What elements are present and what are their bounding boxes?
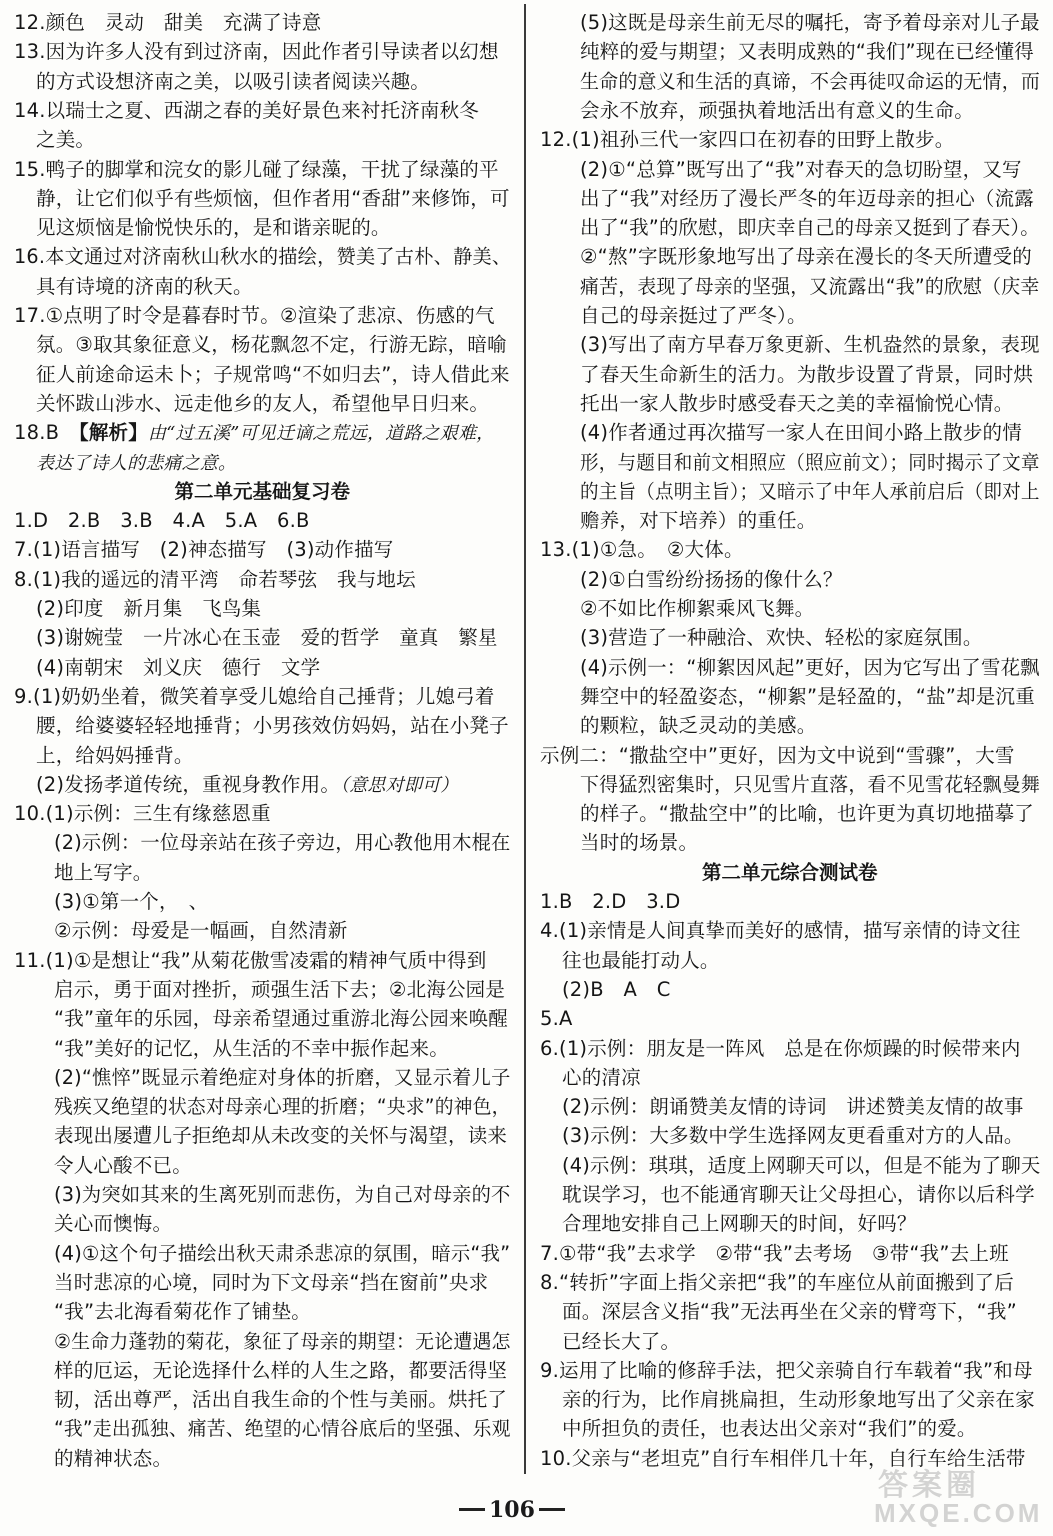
answer-line (580, 213, 1040, 242)
answer-text: (4)示例一：“柳絮因风起”更好，因为它写出了雪花飘 (580, 655, 1040, 679)
answer-line (54, 1004, 508, 1033)
answer-line (54, 887, 208, 916)
answer-text: (2)①“总算”既写出了“我”对春天的急切盼望，又写 (580, 157, 1022, 181)
answer-text: 17.①点明了时令是暮春时节。②渲染了悲凉、伤感的气 (14, 304, 495, 327)
answer-text: 出了“我”的欣慰，即庆幸自己的母亲又挺到了春天）。 (580, 216, 1040, 240)
answer-text: 下得猛烈密集时，只见雪片直落，看不见雪花轻飘曼舞 (580, 772, 1041, 796)
answer-text: (4)示例：琪琪，适度上网聊天可以，但是不能为了聊天 (562, 1153, 1041, 1177)
answer-line (54, 916, 347, 945)
answer-text: 心的清凉 (562, 1065, 641, 1089)
answer-text: (3)谢婉莹 一片冰心在玉壶 爱的哲学 童真 繁星 (36, 626, 498, 650)
answer-line (14, 799, 271, 828)
answer-line (54, 1268, 488, 1297)
answer-line (580, 184, 1034, 213)
answer-text: 当时悲凉的心境，同时为下文母亲“挡在窗前”央求 (54, 1270, 489, 1294)
analysis-note: 表达了诗人的悲痛之意。 (36, 452, 237, 474)
answer-line (540, 1356, 1033, 1385)
answer-line (36, 770, 458, 800)
answer-line (54, 1297, 311, 1326)
answer-line (580, 96, 974, 125)
answer-text: 10.(1)示例：三生有缘慈恩重 (14, 802, 271, 826)
answer-line (14, 155, 499, 184)
answer-text: 亲的行为，比作肩挑扁担，生动形象地写出了父亲在家 (562, 1388, 1035, 1412)
answer-text: 自己的母亲挺过了严冬）。 (580, 304, 807, 327)
answer-line (14, 242, 511, 271)
answer-line (14, 8, 321, 37)
answer-text: “我”走出孤独、痛苦、绝望的心情谷底后的坚强、乐观 (54, 1417, 511, 1441)
answer-line (14, 565, 416, 594)
answer-line (580, 477, 1040, 506)
answer-line (54, 1444, 172, 1473)
answer-text: 1.D 2.B 3.B 4.A 5.A 6.B (14, 509, 310, 533)
answer-line (562, 1151, 1040, 1180)
answer-line (580, 389, 1013, 418)
answer-text: (4)①这个句子描绘出秋天肃杀悲凉的氛围，暗示“我” (54, 1241, 511, 1265)
answer-text: ②“熬”字既形象地写出了母亲在漫长的冬天所遭受的 (580, 245, 1032, 269)
answer-line (54, 1356, 507, 1385)
answer-text: 7.①带“我”去求学 ②带“我”去考场 ③带“我”去上班 (540, 1241, 1009, 1265)
answer-line (580, 301, 807, 330)
answer-line (580, 67, 1040, 96)
answer-text: 的精神状态。 (54, 1446, 173, 1470)
answer-text: 14.以瑞士之夏、西湖之春的美好景色来衬托济南秋冬 (14, 98, 480, 122)
answer-text: 8.“转折”字面上指父亲把“我”的车座位从前面搬到了后 (540, 1270, 1014, 1294)
answer-line (540, 1004, 573, 1033)
page-number: 106 (489, 1497, 535, 1523)
answer-line (14, 682, 495, 711)
answer-text: ②生命力蓬勃的菊花，象征了母亲的期望：无论遭遇怎 (54, 1329, 511, 1353)
answer-line (36, 594, 261, 623)
answer-line (54, 858, 153, 887)
answer-line (580, 653, 1040, 682)
answer-text: 静，让它们似乎有些烦恼，但作者用“香甜”来修饰，可 (36, 186, 510, 210)
answer-text: (2)“憔悴”既显示着绝症对身体的折磨，又显示着儿子 (54, 1065, 511, 1089)
answer-text: “我”去北海看菊花作了铺垫。 (54, 1300, 312, 1324)
answer-text: 氛。③取其象征意义，杨花飘忽不定，行游无踪，暗喻 (36, 333, 507, 357)
answer-line (540, 916, 1021, 945)
answer-text: 之美。 (36, 128, 96, 152)
answer-text: 9.(1)奶奶坐着，微笑着享受儿媳给自己捶背；儿媳弓着 (14, 684, 495, 708)
answer-line (562, 1327, 680, 1356)
answer-text: 样的厄运，无论选择什么样的人生之路，都要活得坚 (54, 1358, 508, 1382)
answer-line (562, 1414, 977, 1443)
answer-line (580, 272, 1040, 301)
answer-text: (2)印度 新月集 飞鸟集 (36, 597, 262, 620)
answer-line (14, 506, 310, 535)
answer-text: 赡养，对下培养）的重任。 (580, 509, 817, 533)
answer-line (580, 155, 1022, 184)
answer-line (580, 623, 983, 652)
answer-text: 11.(1)①是想让“我”从菊花傲雪凌霜的精神气质中得到 (14, 948, 487, 972)
answer-line (36, 330, 507, 359)
answer-line (580, 682, 1035, 711)
answer-line (36, 213, 391, 242)
answer-line (580, 711, 816, 740)
answer-text: 舞空中的轻盈姿态，“柳絮”是轻盈的，“盐”却是沉重 (580, 684, 1035, 708)
answer-line (580, 418, 1022, 447)
answer-line (580, 330, 1040, 359)
answer-line (562, 1297, 1017, 1326)
analysis-note: （意思对即可） (340, 774, 459, 796)
answer-line (54, 1209, 172, 1238)
answer-text: (4)作者通过再次描写一家人在田间小路上散步的情 (580, 421, 1022, 445)
answer-text: (3)营造了一种融洽、欢快、轻松的家庭氛围。 (580, 626, 983, 650)
answer-line (562, 1063, 641, 1092)
answer-text: 13.因为许多人没有到过济南，因此作者引导读者以幻想 (14, 40, 499, 64)
answer-line (540, 741, 1015, 770)
section-heading: 第二单元综合测试卷 (702, 860, 878, 884)
answer-line (36, 711, 509, 740)
section-heading: 第二单元基础复习卷 (174, 479, 351, 503)
answer-line (540, 535, 744, 564)
answer-line (54, 1151, 192, 1180)
answer-text: 残疾又绝望的状态对母亲心理的折磨；“央求”的神色， (54, 1095, 511, 1119)
answer-line (540, 1268, 1014, 1297)
answer-text: (3)示例：大多数中学生选择网友更看重对方的人品。 (562, 1124, 1024, 1148)
answer-line (540, 125, 954, 154)
answer-text: (3)①第一个， 、 (54, 890, 209, 913)
answer-line (54, 1414, 511, 1443)
answer-line (36, 67, 430, 96)
answer-line (14, 418, 494, 448)
answer-text: 见这烦恼是愉悦快乐的，是和谐亲昵的。 (36, 216, 391, 240)
answer-line (54, 1034, 449, 1063)
answer-line (580, 565, 843, 594)
answer-line (580, 242, 1032, 271)
answer-line (580, 828, 698, 857)
answer-line (540, 887, 680, 916)
answer-line (54, 1327, 511, 1356)
answer-text: 合理地安排自己上网聊天的时间，好吗？ (562, 1212, 917, 1236)
answer-text: 腰，给婆婆轻轻地捶背；小男孩效仿妈妈，站在小凳子 (36, 714, 509, 738)
analysis-note: 由“过五溪”可见迁谪之荒远，道路之艰难， (147, 423, 495, 445)
answer-text: 往也最能打动人。 (562, 948, 720, 972)
answer-text: 启示，勇于面对挫折，顽强生活下去；②北海公园是 (54, 977, 506, 1001)
answer-line (54, 1385, 507, 1414)
answer-text: 托出一家人散步时感受春天之美的幸福愉悦心情。 (580, 391, 1014, 415)
answer-line (54, 1121, 507, 1150)
answer-text: 出了“我”对经历了漫长严冬的年迈母亲的担心（流露 (580, 186, 1035, 210)
watermark-url: MXQE.COM (874, 1498, 1043, 1528)
answer-text: (2)①白雪纷纷扬扬的像什么？ (580, 567, 843, 591)
answer-text: 了春天生命新生的活力。为散步设置了背景，同时烘 (580, 362, 1034, 386)
answer-text: 地上写字。 (54, 860, 153, 884)
answer-text: 韧，活出尊严，活出自我生命的个性与美丽。烘托了 (54, 1388, 508, 1412)
watermark-text: 答案圈 (878, 1468, 980, 1503)
column-divider (524, 4, 526, 1474)
answer-line (54, 1180, 511, 1209)
answer-text: “我”美好的记忆，从生活的不幸中振作起来。 (54, 1036, 449, 1060)
answer-line (580, 448, 1040, 477)
answer-text: 4.(1)亲情是人间真挚而美好的感情，描写亲情的诗文往 (540, 919, 1021, 943)
answer-line (580, 506, 816, 535)
answer-text: 的方式设想济南之美，以吸引读者阅读兴趣。 (36, 69, 431, 93)
answer-text: 纯粹的爱与期望；又表明成熟的“我们”现在已经懂得 (580, 40, 1035, 64)
answer-line (540, 1239, 1009, 1268)
answer-text: 18.B (14, 421, 79, 445)
answer-text: 的样子。“撒盐空中”的比喻，也许更为真切地描摹了 (580, 802, 1035, 826)
answer-line (54, 828, 511, 857)
answer-text: 6.(1)示例：朋友是一阵风 总是在你烦躁的时候带来内 (540, 1036, 1021, 1060)
answer-line (580, 8, 1040, 37)
answer-line (36, 448, 236, 478)
answer-line (36, 389, 489, 418)
answer-text: 已经长大了。 (562, 1329, 681, 1353)
answer-line (36, 184, 510, 213)
answer-line (562, 1121, 1024, 1150)
answer-line (14, 301, 495, 330)
answer-text: 征人前途命运未卜；子规常鸣“不如归去”，诗人借此来 (36, 362, 510, 386)
answer-text: 痛苦，表现了母亲的坚强，又流露出“我”的欣慰（庆幸 (580, 274, 1040, 298)
answer-line (562, 1385, 1035, 1414)
answer-line (36, 125, 95, 154)
answer-line (54, 1239, 510, 1268)
answer-line (14, 946, 486, 975)
answer-line (36, 623, 498, 652)
answer-line (562, 1209, 917, 1238)
answer-text: 12.颜色 灵动 甜美 充满了诗意 (14, 11, 322, 34)
answer-text: “我”童年的乐园，母亲希望通过重游北海公园来唤醒 (54, 1007, 509, 1031)
answer-line (580, 594, 814, 623)
answer-text: 12.(1)祖孙三代一家四口在初春的田野上散步。 (540, 128, 955, 152)
answer-text: (3)写出了南方早春万象更新、生机盎然的景象，表现 (580, 333, 1040, 357)
answer-text: 13.(1)①急。 ②大体。 (540, 538, 744, 562)
answer-text: 示例二：“撒盐空中”更好，因为文中说到“雪骤”，大雪 (540, 743, 1015, 767)
answer-line (562, 1092, 1024, 1121)
answer-line (36, 741, 194, 770)
analysis-tag: 【解析】 (78, 421, 148, 445)
answer-text: ②不如比作柳絮乘风飞舞。 (580, 597, 815, 620)
answer-text: 表现出屡遭儿子拒绝却从未改变的关怀与渴望，读来 (54, 1124, 508, 1148)
answer-text: 生命的意义和生活的真谛，不会再徒叹命运的无情，而 (580, 69, 1041, 93)
answer-text: 9.运用了比喻的修辞手法，把父亲骑自行车载着“我”和母 (540, 1358, 1033, 1382)
answer-text: 16.本文通过对济南秋山秋水的描绘，赞美了古朴、静美、 (14, 245, 512, 269)
answer-line (54, 975, 505, 1004)
answer-text: 中所担负的责任，也表达出父亲对“我们”的爱。 (562, 1417, 977, 1441)
answer-text: 7.(1)语言描写 (2)神态描写 (3)动作描写 (14, 538, 394, 562)
answer-text: 会永不放弃，顽强执着地活出有意义的生命。 (580, 98, 975, 122)
answer-text: 令人心酸不已。 (54, 1153, 192, 1177)
answer-text: 的颗粒，缺乏灵动的美感。 (580, 714, 817, 738)
answer-line (36, 360, 510, 389)
answer-text: ②示例：母爱是一幅画，自然清新 (54, 919, 348, 943)
answer-text: 15.鸭子的脚掌和浣女的影儿碰了绿藻，干扰了绿藻的平 (14, 157, 499, 181)
answer-text: (2)发扬孝道传统，重视身教作用。 (36, 772, 341, 796)
answer-text: 面。深层含义指“我”无法再坐在父亲的臂弯下，“我” (562, 1300, 1017, 1324)
answer-text: 5.A (540, 1007, 573, 1031)
answer-line (580, 799, 1034, 828)
answer-text: 关心而懊悔。 (54, 1212, 173, 1236)
answer-line (36, 653, 320, 682)
answer-text: 的主旨（点明主旨）；又暗示了中年人承前启后（即对上 (580, 479, 1040, 503)
answer-text: 上，给妈妈捶背。 (36, 743, 194, 767)
answer-text: 关怀跋山涉水、远走他乡的友人，希望他早日归来。 (36, 391, 490, 415)
answer-text: (4)南朝宋 刘义庆 德行 文学 (36, 655, 321, 679)
answer-line (562, 946, 720, 975)
answer-text: 具有诗境的济南的秋天。 (36, 274, 253, 298)
answer-text: 形，与题目和前文相照应（照应前文）；同时揭示了文章 (580, 450, 1040, 474)
answer-line (580, 37, 1034, 66)
answer-line (562, 1180, 1035, 1209)
watermark-logo (868, 1460, 1048, 1534)
answer-line (14, 96, 479, 125)
answer-text: 10.父亲与“老坦克”自行车相伴几十年，自行车给生活带 (540, 1446, 1026, 1470)
answer-text: 1.B 2.D 3.D (540, 890, 681, 913)
answer-line (54, 1063, 511, 1092)
answer-line (14, 535, 393, 564)
answer-line (580, 360, 1033, 389)
answer-line (562, 975, 671, 1004)
answer-text: (2)B A C (562, 977, 671, 1001)
answer-line (540, 1034, 1021, 1063)
answer-text: (2)示例：一位母亲站在孩子旁边，用心教他用木棍在 (54, 831, 511, 855)
answer-line (54, 1092, 511, 1121)
answer-text: (5)这既是母亲生前无尽的嘱托，寄予着母亲对儿子最 (580, 11, 1040, 34)
answer-text: 耽误学习，也不能通宵聊天让父母担心，请你以后科学 (562, 1183, 1035, 1206)
answer-text: (2)示例：朗诵赞美友情的诗词 讲述赞美友情的故事 (562, 1095, 1024, 1119)
answer-text: 8.(1)我的遥远的清平湾 命若琴弦 我与地坛 (14, 567, 416, 591)
answer-line (14, 37, 499, 66)
answer-text: (3)为突如其来的生离死别而悲伤，为自己对母亲的不 (54, 1183, 511, 1206)
answer-line (36, 272, 253, 301)
answer-line (580, 770, 1040, 799)
answer-text: 当时的场景。 (580, 831, 699, 855)
